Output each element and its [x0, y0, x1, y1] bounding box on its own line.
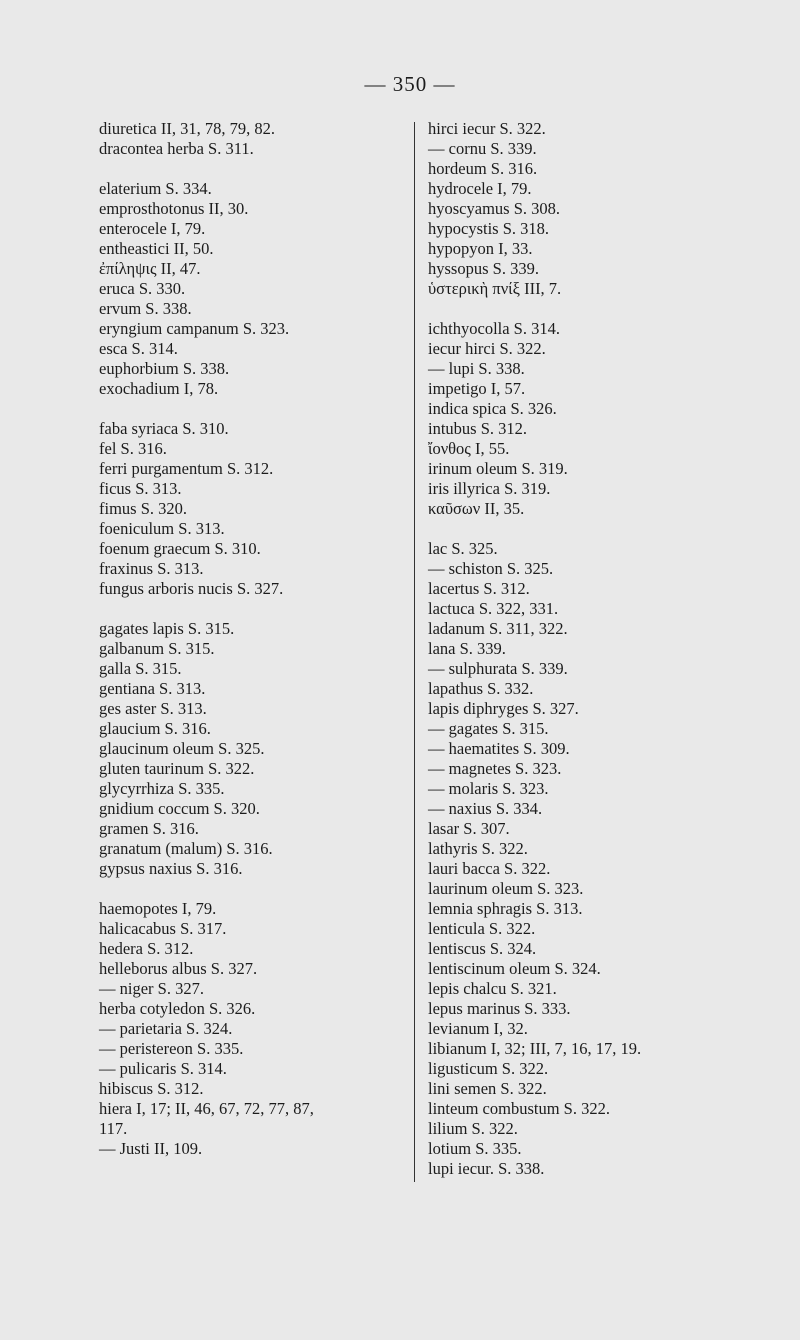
index-entry: eruca S. 330.	[99, 279, 186, 298]
index-entry: esca S. 314.	[99, 339, 178, 358]
index-entry: glycyrrhiza S. 335.	[99, 779, 225, 798]
index-entry: lentiscinum oleum S. 324.	[428, 959, 601, 978]
index-entry: lemnia sphragis S. 313.	[428, 899, 583, 918]
index-entry: — sulphurata S. 339.	[428, 659, 568, 678]
column-divider	[414, 122, 415, 1182]
index-entry: lauri bacca S. 322.	[428, 859, 551, 878]
index-entry: gagates lapis S. 315.	[99, 619, 235, 638]
index-entry: hibiscus S. 312.	[99, 1079, 204, 1098]
index-entry: gramen S. 316.	[99, 819, 199, 838]
index-entry: impetigo I, 57.	[428, 379, 526, 398]
section-gap	[99, 879, 409, 899]
index-entry: καῦσων II, 35.	[428, 499, 525, 518]
index-entry: lapathus S. 332.	[428, 679, 534, 698]
index-entry: hiera I, 17; II, 46, 67, 72, 77, 87,	[99, 1099, 314, 1118]
index-entry: foenum graecum S. 310.	[99, 539, 261, 558]
index-entry: helleborus albus S. 327.	[99, 959, 258, 978]
index-entry: — lupi S. 338.	[428, 359, 525, 378]
index-entry: iris illyrica S. 319.	[428, 479, 551, 498]
index-entry: ὑστερικὴ πνίξ III, 7.	[428, 279, 562, 298]
index-entry: — Justi II, 109.	[99, 1139, 203, 1158]
index-entry: lepis chalcu S. 321.	[428, 979, 557, 998]
index-entry: — pulicaris S. 314.	[99, 1059, 227, 1078]
page-number: — 350 —	[364, 72, 456, 96]
index-entry: — niger S. 327.	[99, 979, 204, 998]
index-entry: galbanum S. 315.	[99, 639, 215, 658]
index-entry: 117.	[99, 1119, 128, 1138]
index-entry: euphorbium S. 338.	[99, 359, 230, 378]
section-gap	[99, 399, 409, 419]
index-entry: fungus arboris nucis S. 327.	[99, 579, 284, 598]
index-entry: ligusticum S. 322.	[428, 1059, 549, 1078]
index-entry: granatum (malum) S. 316.	[99, 839, 273, 858]
index-entry: — magnetes S. 323.	[428, 759, 562, 778]
index-entry: fel S. 316.	[99, 439, 167, 458]
index-entry: hedera S. 312.	[99, 939, 194, 958]
index-entry: enterocele I, 79.	[99, 219, 206, 238]
index-entry: lotium S. 335.	[428, 1139, 522, 1158]
index-entry: lenticula S. 322.	[428, 919, 536, 938]
index-entry: gnidium coccum S. 320.	[99, 799, 260, 818]
index-entry: lentiscus S. 324.	[428, 939, 537, 958]
index-entry: lac S. 325.	[428, 539, 498, 558]
index-entry: haemopotes I, 79.	[99, 899, 217, 918]
index-entry: glaucium S. 316.	[99, 719, 211, 738]
index-entry: foeniculum S. 313.	[99, 519, 225, 538]
index-entry: ferri purgamentum S. 312.	[99, 459, 274, 478]
index-entry: herba cotyledon S. 326.	[99, 999, 256, 1018]
index-entry: dracontea herba S. 311.	[99, 139, 254, 158]
index-entry: hyssopus S. 339.	[428, 259, 539, 278]
section-gap	[428, 299, 788, 319]
index-entry: levianum I, 32.	[428, 1019, 528, 1038]
index-entry: ladanum S. 311, 322.	[428, 619, 568, 638]
index-entry: hirci iecur S. 322.	[428, 119, 546, 138]
index-entry: entheastici II, 50.	[99, 239, 214, 258]
index-entry: ges aster S. 313.	[99, 699, 207, 718]
section-gap	[428, 519, 788, 539]
index-entry: lana S. 339.	[428, 639, 506, 658]
index-entry: — molaris S. 323.	[428, 779, 549, 798]
index-entry: lini semen S. 322.	[428, 1079, 547, 1098]
index-entry: diuretica II, 31, 78, 79, 82.	[99, 119, 275, 138]
index-entry: laurinum oleum S. 323.	[428, 879, 584, 898]
index-entry: eryngium campanum S. 323.	[99, 319, 290, 338]
index-entry: lupi iecur. S. 338.	[428, 1159, 545, 1178]
index-entry: galla S. 315.	[99, 659, 182, 678]
index-entry: linteum combustum S. 322.	[428, 1099, 610, 1118]
index-entry: gluten taurinum S. 322.	[99, 759, 255, 778]
index-entry: irinum oleum S. 319.	[428, 459, 568, 478]
index-entry: ervum S. 338.	[99, 299, 192, 318]
right-column	[428, 119, 788, 1179]
index-entry: exochadium I, 78.	[99, 379, 219, 398]
index-entry: hypopyon I, 33.	[428, 239, 533, 258]
index-entry: elaterium S. 334.	[99, 179, 212, 198]
index-entry: ἴονθος I, 55.	[428, 439, 510, 458]
index-entry: lacertus S. 312.	[428, 579, 530, 598]
index-entry: — naxius S. 334.	[428, 799, 543, 818]
left-column	[99, 119, 409, 1159]
index-entry: fimus S. 320.	[99, 499, 188, 518]
index-entry: iecur hirci S. 322.	[428, 339, 546, 358]
index-entry: hordeum S. 316.	[428, 159, 538, 178]
index-entry: gentiana S. 313.	[99, 679, 206, 698]
index-entry: indica spica S. 326.	[428, 399, 557, 418]
index-entry: lasar S. 307.	[428, 819, 510, 838]
section-gap	[99, 159, 409, 179]
index-entry: lactuca S. 322, 331.	[428, 599, 559, 618]
index-entry: libianum I, 32; III, 7, 16, 17, 19.	[428, 1039, 642, 1058]
section-gap	[99, 599, 409, 619]
index-entry: ichthyocolla S. 314.	[428, 319, 560, 338]
index-entry: hydrocele I, 79.	[428, 179, 532, 198]
index-entry: — cornu S. 339.	[428, 139, 537, 158]
index-entry: glaucinum oleum S. 325.	[99, 739, 265, 758]
index-entry: — schiston S. 325.	[428, 559, 554, 578]
index-entry: hypocystis S. 318.	[428, 219, 550, 238]
index-entry: faba syriaca S. 310.	[99, 419, 229, 438]
index-entry: — peristereon S. 335.	[99, 1039, 244, 1058]
index-entry: ἐπίληψις II, 47.	[99, 259, 201, 278]
index-entry: gypsus naxius S. 316.	[99, 859, 243, 878]
index-entry: — parietaria S. 324.	[99, 1019, 233, 1038]
index-entry: halicacabus S. 317.	[99, 919, 227, 938]
index-entry: ficus S. 313.	[99, 479, 182, 498]
index-entry: intubus S. 312.	[428, 419, 528, 438]
index-entry: — gagates S. 315.	[428, 719, 549, 738]
index-entry: lepus marinus S. 333.	[428, 999, 571, 1018]
index-entry: lilium S. 322.	[428, 1119, 518, 1138]
index-entry: — haematites S. 309.	[428, 739, 570, 758]
index-entry: lapis diphryges S. 327.	[428, 699, 579, 718]
index-entry: hyoscyamus S. 308.	[428, 199, 560, 218]
index-entry: fraxinus S. 313.	[99, 559, 204, 578]
index-entry: emprosthotonus II, 30.	[99, 199, 249, 218]
index-entry: lathyris S. 322.	[428, 839, 528, 858]
